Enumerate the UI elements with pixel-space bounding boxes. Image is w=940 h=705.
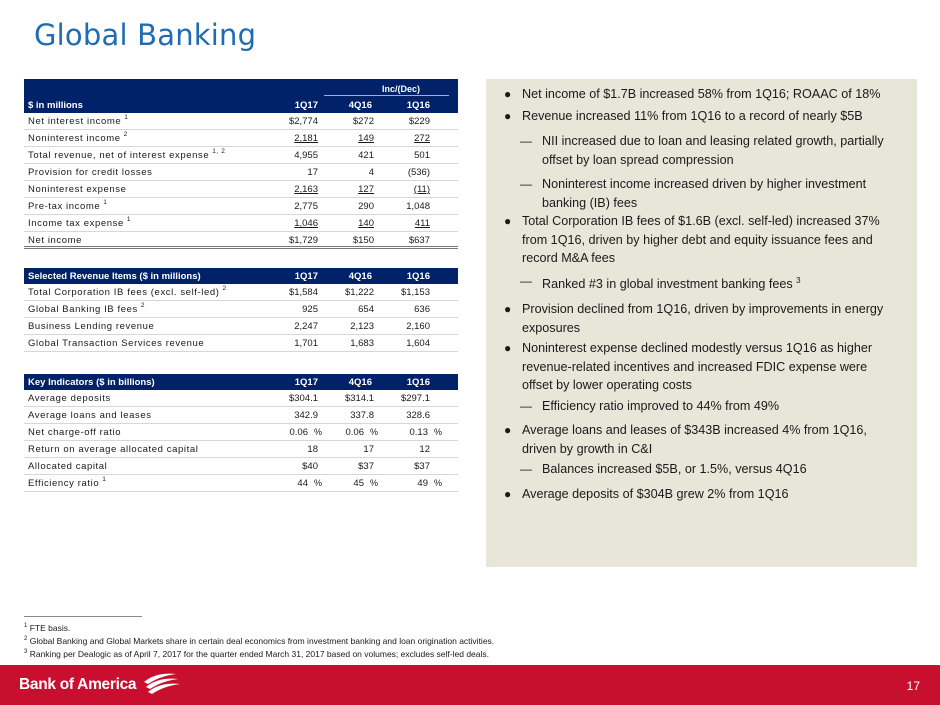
- revenue-items-table: [24, 268, 458, 352]
- percent-sign: %: [369, 427, 378, 437]
- sub-bullet: — Efficiency ratio improved to 44% from 49%: [520, 399, 780, 413]
- cell-value: 17: [307, 167, 318, 178]
- table-row: [24, 335, 458, 352]
- cell-value: 328.6: [406, 410, 430, 421]
- table-row: [24, 181, 458, 198]
- footnote-3: $^3$ Ranking per Dealogic as of April 7, 2017 for the quarter ended March 31, 2017 based on volumes; excludes self-led deals.: [24, 649, 489, 659]
- table-row: [24, 113, 458, 130]
- cell-value: 337.8: [350, 410, 374, 421]
- cell-value: 342.9: [294, 410, 318, 421]
- row-label: Global Banking IB fees $^2$: [28, 302, 146, 315]
- table-row: [24, 390, 458, 407]
- bullet: ● Provision declined from 1Q16, driven by improvements in energy exposures: [504, 302, 884, 335]
- cell-value: 1,604: [406, 338, 430, 349]
- cell-value: 127: [358, 184, 374, 195]
- cell-value: $2,774: [288, 116, 318, 127]
- row-label: Provision for credit losses: [28, 167, 153, 178]
- table-row: [24, 198, 458, 215]
- sub-bullet: — NII increased due to loan and leasing related growth, partially offset by loan spread compression: [520, 134, 884, 167]
- cell-value: 1,046: [294, 218, 318, 229]
- sub-bullet: — Ranked #3 in global investment banking fees $^3$: [520, 274, 801, 292]
- cell-value: 140: [358, 218, 374, 229]
- bullet: ● Net income of $1.7B increased 58% from 1Q16; ROAAC of 18%: [504, 87, 881, 101]
- cell-value: 272: [414, 133, 430, 144]
- cell-value: 4: [368, 167, 374, 178]
- row-label: Allocated capital: [28, 461, 108, 472]
- cell-value: $304.1: [288, 393, 318, 404]
- row-label: Average loans and leases: [28, 410, 152, 421]
- cell-value: 44: [297, 478, 308, 489]
- row-label: Efficiency ratio $^1$: [28, 476, 107, 489]
- cell-value: 1,048: [406, 201, 430, 212]
- bullet: ● Average loans and leases of $343B increased 4% from 1Q16, driven by growth in C&I: [504, 423, 867, 456]
- row-label: Net interest income $^1$: [28, 114, 129, 127]
- cell-value: 421: [358, 150, 374, 161]
- cell-value: $314.1: [344, 393, 374, 404]
- sub-bullet: — Balances increased $5B, or 1.5%, versus 4Q16: [520, 462, 807, 476]
- cell-value: 925: [302, 304, 318, 315]
- footer-bar: [0, 665, 940, 705]
- page-title: Global Banking: [34, 18, 257, 52]
- row-label: Return on average allocated capital: [28, 444, 199, 455]
- cell-value: 290: [358, 201, 374, 212]
- cell-value: 49: [417, 478, 428, 489]
- cell-value: 411: [414, 218, 430, 229]
- table-row: [24, 284, 458, 301]
- cell-value: $229: [408, 116, 430, 127]
- table-row: [24, 215, 458, 232]
- footnote-1: $^1$ FTE basis.: [24, 623, 71, 633]
- cell-value: 2,123: [350, 321, 374, 332]
- cell-value: 2,163: [294, 184, 318, 195]
- cell-value: 0.13: [409, 427, 428, 438]
- percent-sign: %: [369, 478, 378, 488]
- cell-value: $637: [408, 235, 430, 246]
- bullet: ● Noninterest expense declined modestly versus 1Q16 as higher revenue-related incentives and increased FDIC expense were offset by lower operating costs: [504, 341, 873, 392]
- cell-value: (536): [407, 167, 430, 178]
- cell-value: 2,775: [294, 201, 318, 212]
- row-label: Noninterest income $^2$: [28, 131, 128, 144]
- table-row: [24, 301, 458, 318]
- cell-value: 501: [414, 150, 430, 161]
- sub-bullet: — Noninterest income increased driven by higher investment banking (IB) fees: [520, 177, 867, 210]
- footnote-divider: [24, 616, 142, 617]
- footnote-2: $^2$ Global Banking and Global Markets share in certain deal economics from investment banking and loan origination activities.: [24, 636, 495, 646]
- cell-value: 0.06: [289, 427, 308, 438]
- cell-value: 4,955: [294, 150, 318, 161]
- income-statement-table: [24, 79, 458, 249]
- row-label: Income tax expense $^1$: [28, 216, 132, 229]
- cell-value: $1,584: [288, 287, 318, 298]
- bullet: ● Total Corporation IB fees of $1.6B (excl. self-led) increased 37% from 1Q16, driven by higher debt and equity issuance fees and record M&A fees: [504, 214, 880, 265]
- cell-value: 1,701: [294, 338, 318, 349]
- table-row: [24, 130, 458, 147]
- page-number: 17: [906, 679, 920, 693]
- table-row: [24, 458, 458, 475]
- table-row: [24, 232, 458, 249]
- row-label: Total Corporation IB fees (excl. self-led) $^2$: [28, 285, 227, 298]
- bank-logo-text: Bank of America: [19, 676, 137, 693]
- cell-value: $37: [414, 461, 430, 472]
- row-label: Net income: [28, 235, 83, 246]
- cell-value: $297.1: [400, 393, 430, 404]
- table-header: $ in millions 1Q17 4Q16 1Q16: [24, 97, 458, 113]
- row-label: Pre-tax income $^1$: [28, 199, 108, 212]
- row-label: Global Transaction Services revenue: [28, 338, 205, 349]
- cell-value: 12: [419, 444, 430, 455]
- cell-value: $40: [302, 461, 318, 472]
- cell-value: 0.06: [345, 427, 364, 438]
- row-label: Total revenue, net of interest expense $^{1, 2}$: [28, 148, 226, 161]
- cell-value: 1,683: [350, 338, 374, 349]
- row-label: Net charge-off ratio: [28, 427, 122, 438]
- cell-value: 654: [358, 304, 374, 315]
- table-header: Key Indicators ($ in billions) 1Q17 4Q16 1Q16: [24, 374, 458, 390]
- flag-logo-icon: [140, 672, 180, 694]
- cell-value: $37: [358, 461, 374, 472]
- cell-value: $1,729: [288, 235, 318, 246]
- table-row: [24, 441, 458, 458]
- bullet: ● Revenue increased 11% from 1Q16 to a record of nearly $5B: [504, 109, 863, 123]
- table-row: [24, 424, 458, 441]
- table-header: Selected Revenue Items ($ in millions) 1Q17 4Q16 1Q16: [24, 268, 458, 284]
- table-row: [24, 318, 458, 335]
- bullet: ● Average deposits of $304B grew 2% from 1Q16: [504, 487, 789, 501]
- highlights-panel: [486, 79, 917, 567]
- cell-value: $1,153: [400, 287, 430, 298]
- table-row: [24, 407, 458, 424]
- cell-value: 636: [414, 304, 430, 315]
- table-row: [24, 164, 458, 181]
- cell-value: 2,247: [294, 321, 318, 332]
- cell-value: 17: [363, 444, 374, 455]
- percent-sign: %: [313, 427, 322, 437]
- table-row: [24, 147, 458, 164]
- cell-value: 45: [353, 478, 364, 489]
- cell-value: $272: [352, 116, 374, 127]
- percent-sign: %: [313, 478, 322, 488]
- cell-value: 2,160: [406, 321, 430, 332]
- percent-sign: %: [433, 478, 442, 488]
- cell-value: 149: [358, 133, 374, 144]
- table-row: [24, 475, 458, 492]
- row-label: Noninterest expense: [28, 184, 127, 195]
- cell-value: 18: [307, 444, 318, 455]
- cell-value: 2,181: [294, 133, 318, 144]
- row-label: Average deposits: [28, 393, 111, 404]
- row-label: Business Lending revenue: [28, 321, 155, 332]
- percent-sign: %: [433, 427, 442, 437]
- inc-dec-header: Inc/(Dec): [24, 79, 458, 97]
- cell-value: $150: [352, 235, 374, 246]
- cell-value: $1,222: [344, 287, 374, 298]
- key-indicators-table: [24, 374, 458, 492]
- cell-value: (11): [413, 184, 430, 195]
